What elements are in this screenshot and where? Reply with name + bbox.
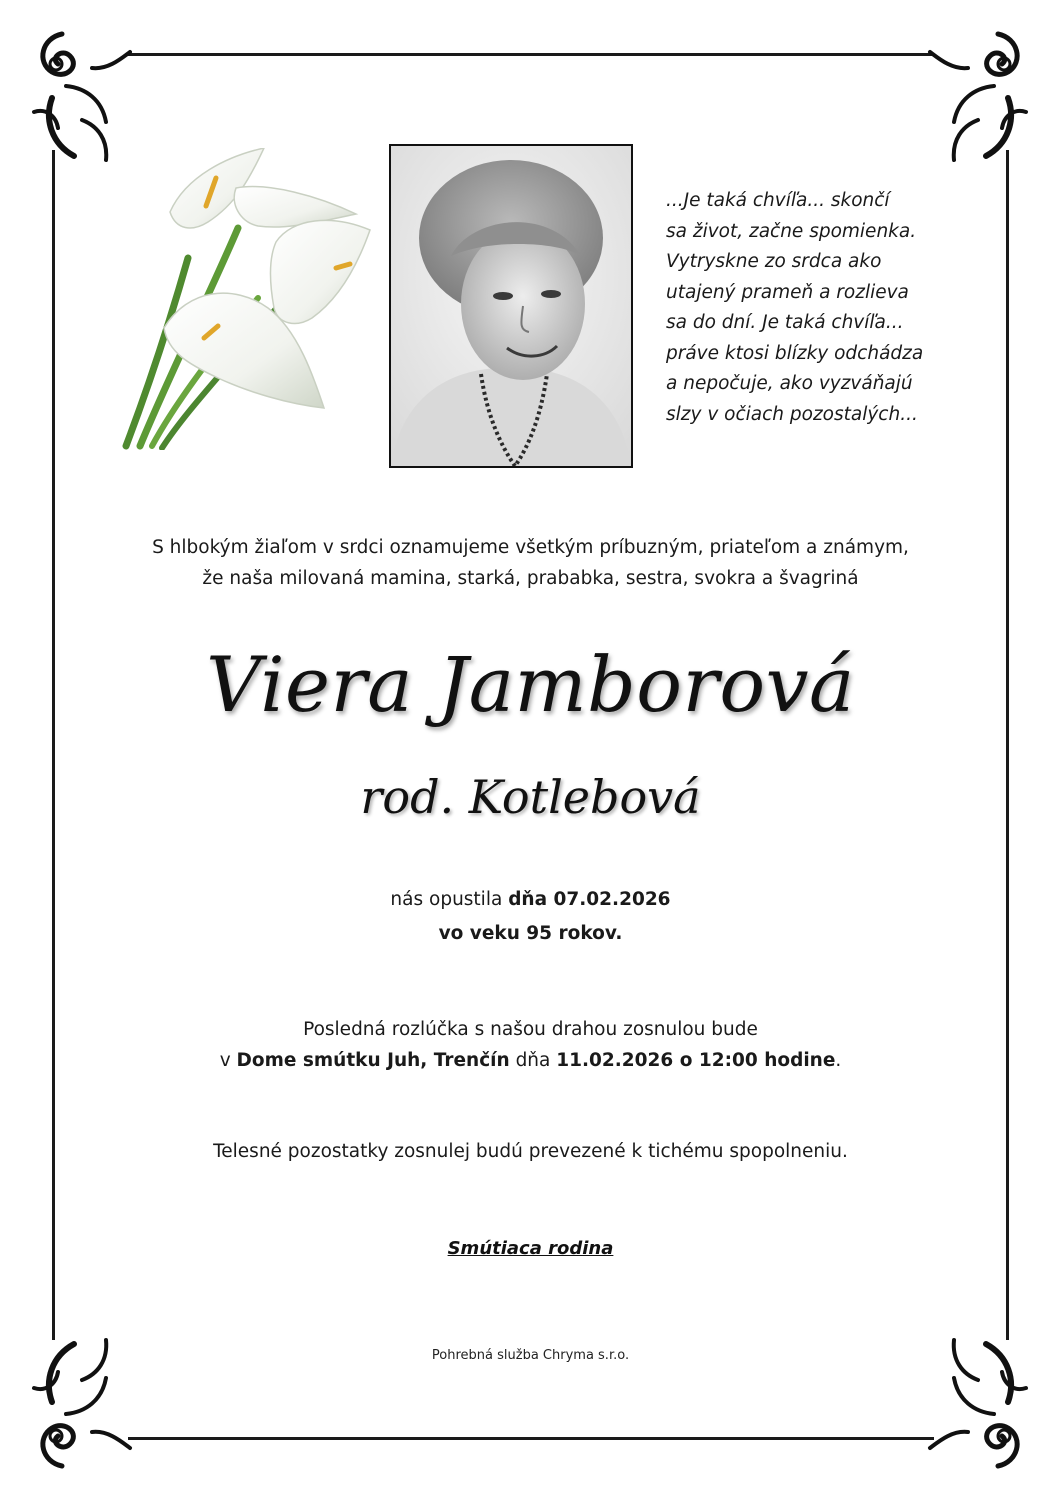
portrait-photo xyxy=(389,144,633,468)
corner-ornament-bottom-right xyxy=(926,1322,1038,1472)
maiden-name: rod. Kotlebová xyxy=(360,770,701,824)
poem-text xyxy=(666,186,966,430)
frame-top-border xyxy=(128,53,934,56)
calla-lily-image xyxy=(118,148,380,450)
deceased-name: Viera Jamborová xyxy=(206,640,855,729)
farewell-datetime: 11.02.2026 o 12:00 hodine xyxy=(556,1050,836,1071)
farewell-line-1: Posledná rozlúčka s našou drahou zosnulou bude xyxy=(303,1019,758,1040)
farewell-suffix: . xyxy=(835,1050,842,1071)
poem-line: a nepočuje, ako vyzváňajú xyxy=(666,373,913,394)
poem-line: Vytryskne zo srdca ako xyxy=(666,251,882,272)
farewell-middle: dňa xyxy=(509,1050,557,1071)
poem-line: sa život, začne spomienka. xyxy=(666,220,917,242)
age-info: vo veku 95 rokov. xyxy=(438,923,623,944)
poem-line: ...Je taká chvíľa... skončí xyxy=(666,190,890,211)
remains-text: Telesné pozostatky zosnulej budú prevezené k tichému spopolneniu. xyxy=(213,1141,848,1162)
death-prefix: nás opustila xyxy=(390,889,509,910)
announcement-line-1: S hlbokým žiaľom v srdci oznamujeme všetkým príbuzným, priateľom a známym, xyxy=(152,537,909,558)
corner-ornament-bottom-left xyxy=(22,1322,134,1472)
poem-line: slzy v očiach pozostalých... xyxy=(666,403,918,425)
farewell-line-2 xyxy=(0,1050,1061,1071)
farewell-place: Dome smútku Juh, Trenčín xyxy=(236,1050,510,1071)
family-signature: Smútiaca rodina xyxy=(447,1238,614,1259)
corner-ornament-top-right xyxy=(926,28,1038,178)
poem-line: sa do dní. Je taká chvíľa... xyxy=(666,312,904,333)
farewell-prefix: v xyxy=(219,1050,237,1071)
poem-line: utajený prameň a rozlieva xyxy=(666,281,909,303)
announcement-line-2: že naša milovaná mamina, starká, prababka, sestra, svokra a švagriná xyxy=(202,568,859,589)
poem-line: práve ktosi blízky odchádza xyxy=(666,342,924,364)
funeral-company: Pohrebná služba Chryma s.r.o. xyxy=(431,1348,630,1363)
frame-bottom-border xyxy=(128,1437,934,1440)
death-date: dňa 07.02.2026 xyxy=(508,889,671,910)
portrait-figure xyxy=(391,146,631,466)
death-info xyxy=(0,889,1061,910)
